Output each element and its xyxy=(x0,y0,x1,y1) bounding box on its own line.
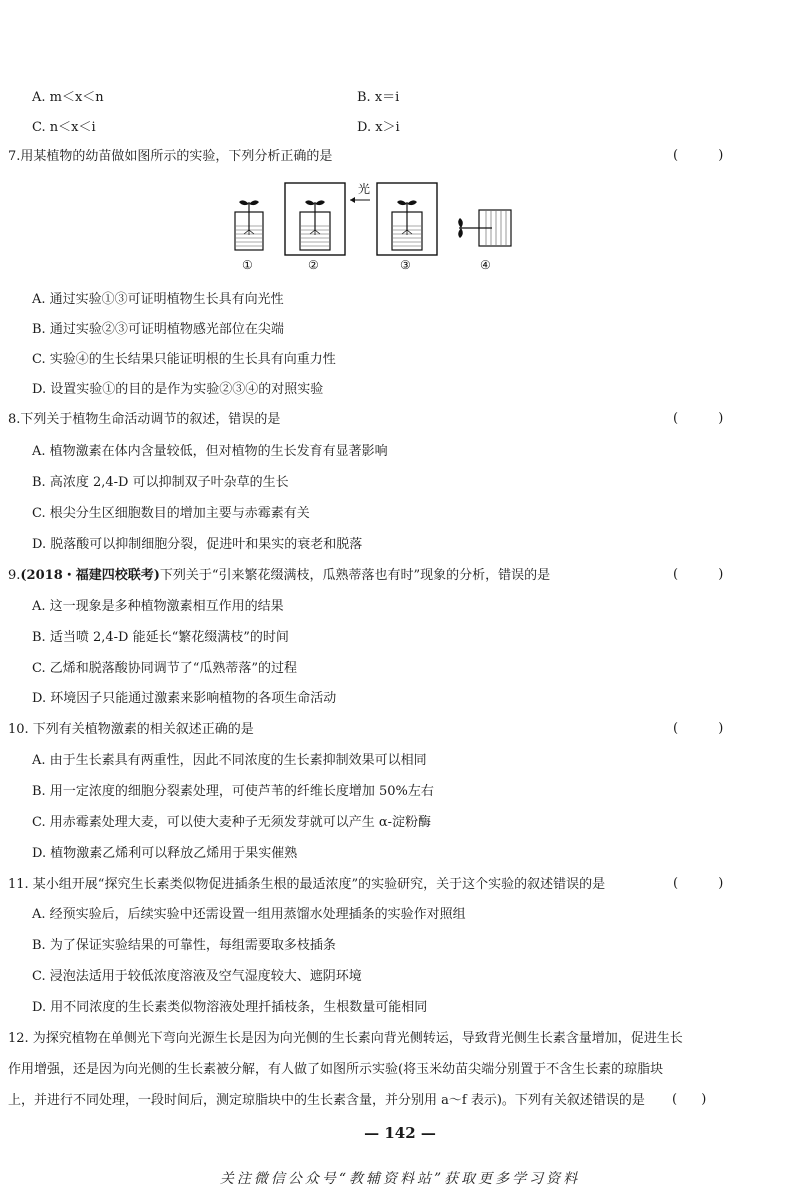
q9-number: 9. xyxy=(8,568,21,583)
q7-figure xyxy=(230,180,530,275)
q8-option-d: D. 脱落酸可以抑制细胞分裂，促进叶和果实的衰老和脱落 xyxy=(32,537,363,552)
q7-option-d: D. 设置实验①的目的是作为实验②③④的对照实验 xyxy=(32,382,324,397)
q11-answer-paren: ( ) xyxy=(673,876,742,891)
q10-option-a: A. 由于生长素具有两重性，因此不同浓度的生长素抑制效果可以相同 xyxy=(32,753,427,768)
q9-answer-paren: ( ) xyxy=(673,567,742,582)
q7-stem: 7.用某植物的幼苗做如图所示的实验，下列分析正确的是 xyxy=(8,149,333,164)
q9-option-b: B. 适当喷 2,4-D 能延长“繁花缀满枝”的时间 xyxy=(32,630,289,645)
q9-option-a: A. 这一现象是多种植物激素相互作用的结果 xyxy=(32,599,284,614)
q8-option-b: B. 高浓度 2,4-D 可以抑制双子叶杂草的生长 xyxy=(32,475,289,490)
q7-option-c: C. 实验④的生长结果只能证明根的生长具有向重力性 xyxy=(32,352,336,367)
q12-stem-line-1: 12. 为探究植物在单侧光下弯向光源生长是因为向光侧的生长素向背光侧转运，导致背光侧生长素含量增加，促进生长 xyxy=(8,1031,683,1046)
q7-answer-paren: ( ) xyxy=(673,148,742,163)
figure-light-label: 光 xyxy=(358,182,371,196)
q7-option-b: B. 通过实验②③可证明植物感光部位在尖端 xyxy=(32,322,284,337)
q6-option-c: C. n＜x＜i xyxy=(32,120,96,135)
light-arrow-icon xyxy=(350,197,370,203)
q9-stem-text: 下列关于“引来繁花缀满枝，瓜熟蒂落也有时”现象的分析，错误的是 xyxy=(159,568,551,583)
figure-box-2 xyxy=(285,183,345,255)
q9-option-c: C. 乙烯和脱落酸协同调节了“瓜熟蒂落”的过程 xyxy=(32,661,298,676)
q10-answer-paren: ( ) xyxy=(673,721,742,736)
figure-label-3: ③ xyxy=(400,258,411,272)
figure-box-3 xyxy=(377,183,437,255)
q12-answer-paren: ( ) xyxy=(672,1092,717,1107)
figure-beaker-4 xyxy=(458,210,511,246)
q9-option-d: D. 环境因子只能通过激素来影响植物的各项生命活动 xyxy=(32,691,337,706)
q6-option-d: D. x＞i xyxy=(357,120,400,135)
q9-stem xyxy=(8,567,550,585)
q11-option-b: B. 为了保证实验结果的可靠性，每组需要取多枝插条 xyxy=(32,938,336,953)
q7-option-a: A. 通过实验①③可证明植物生长具有向光性 xyxy=(32,292,284,307)
q11-option-d: D. 用不同浓度的生长素类似物溶液处理扦插枝条，生根数量可能相同 xyxy=(32,1000,428,1015)
figure-label-4: ④ xyxy=(480,258,491,272)
q8-option-a: A. 植物激素在体内含量较低，但对植物的生长发育有显著影响 xyxy=(32,444,388,459)
q11-option-c: C. 浸泡法适用于较低浓度溶液及空气湿度较大、遮阴环境 xyxy=(32,969,362,984)
q12-stem-line-2: 作用增强，还是因为向光侧的生长素被分解，有人做了如图所示实验(将玉米幼苗尖端分别置于不含生长素的琼脂块 xyxy=(8,1062,664,1077)
q9-source: (2018・福建四校联考) xyxy=(20,568,160,583)
q12-stem-line-3: 上，并进行不同处理，一段时间后，测定琼脂块中的生长素含量，并分别用 a～f 表示)。下列有关叙述错误的是 xyxy=(8,1093,645,1108)
footer-note: 关注微信公众号“教辅资料站”获取更多学习资料 xyxy=(219,1171,581,1187)
q10-option-c: C. 用赤霉素处理大麦，可以使大麦种子无须发芽就可以产生 α-淀粉酶 xyxy=(32,815,432,830)
q10-option-b: B. 用一定浓度的细胞分裂素处理，可使芦苇的纤维长度增加 50%左右 xyxy=(32,784,434,799)
q6-option-b: B. x＝i xyxy=(357,90,400,105)
figure-beaker-1 xyxy=(235,200,263,250)
page-number: — 142 — xyxy=(364,1124,436,1142)
q11-stem: 11. 某小组开展“探究生长素类似物促进插条生根的最适浓度”的实验研究，关于这个实验的叙述错误的是 xyxy=(8,877,606,892)
q6-option-a: A. m＜x＜n xyxy=(32,90,104,105)
q11-option-a: A. 经预实验后，后续实验中还需设置一组用蒸馏水处理插条的实验作对照组 xyxy=(32,907,466,922)
q10-option-d: D. 植物激素乙烯利可以释放乙烯用于果实催熟 xyxy=(32,846,298,861)
q8-option-c: C. 根尖分生区细胞数目的增加主要与赤霉素有关 xyxy=(32,506,310,521)
figure-label-1: ① xyxy=(242,258,253,272)
q8-stem: 8.下列关于植物生命活动调节的叙述，错误的是 xyxy=(8,412,281,427)
q10-stem: 10. 下列有关植物激素的相关叙述正确的是 xyxy=(8,722,254,737)
q8-answer-paren: ( ) xyxy=(673,411,742,426)
figure-label-2: ② xyxy=(308,258,319,272)
